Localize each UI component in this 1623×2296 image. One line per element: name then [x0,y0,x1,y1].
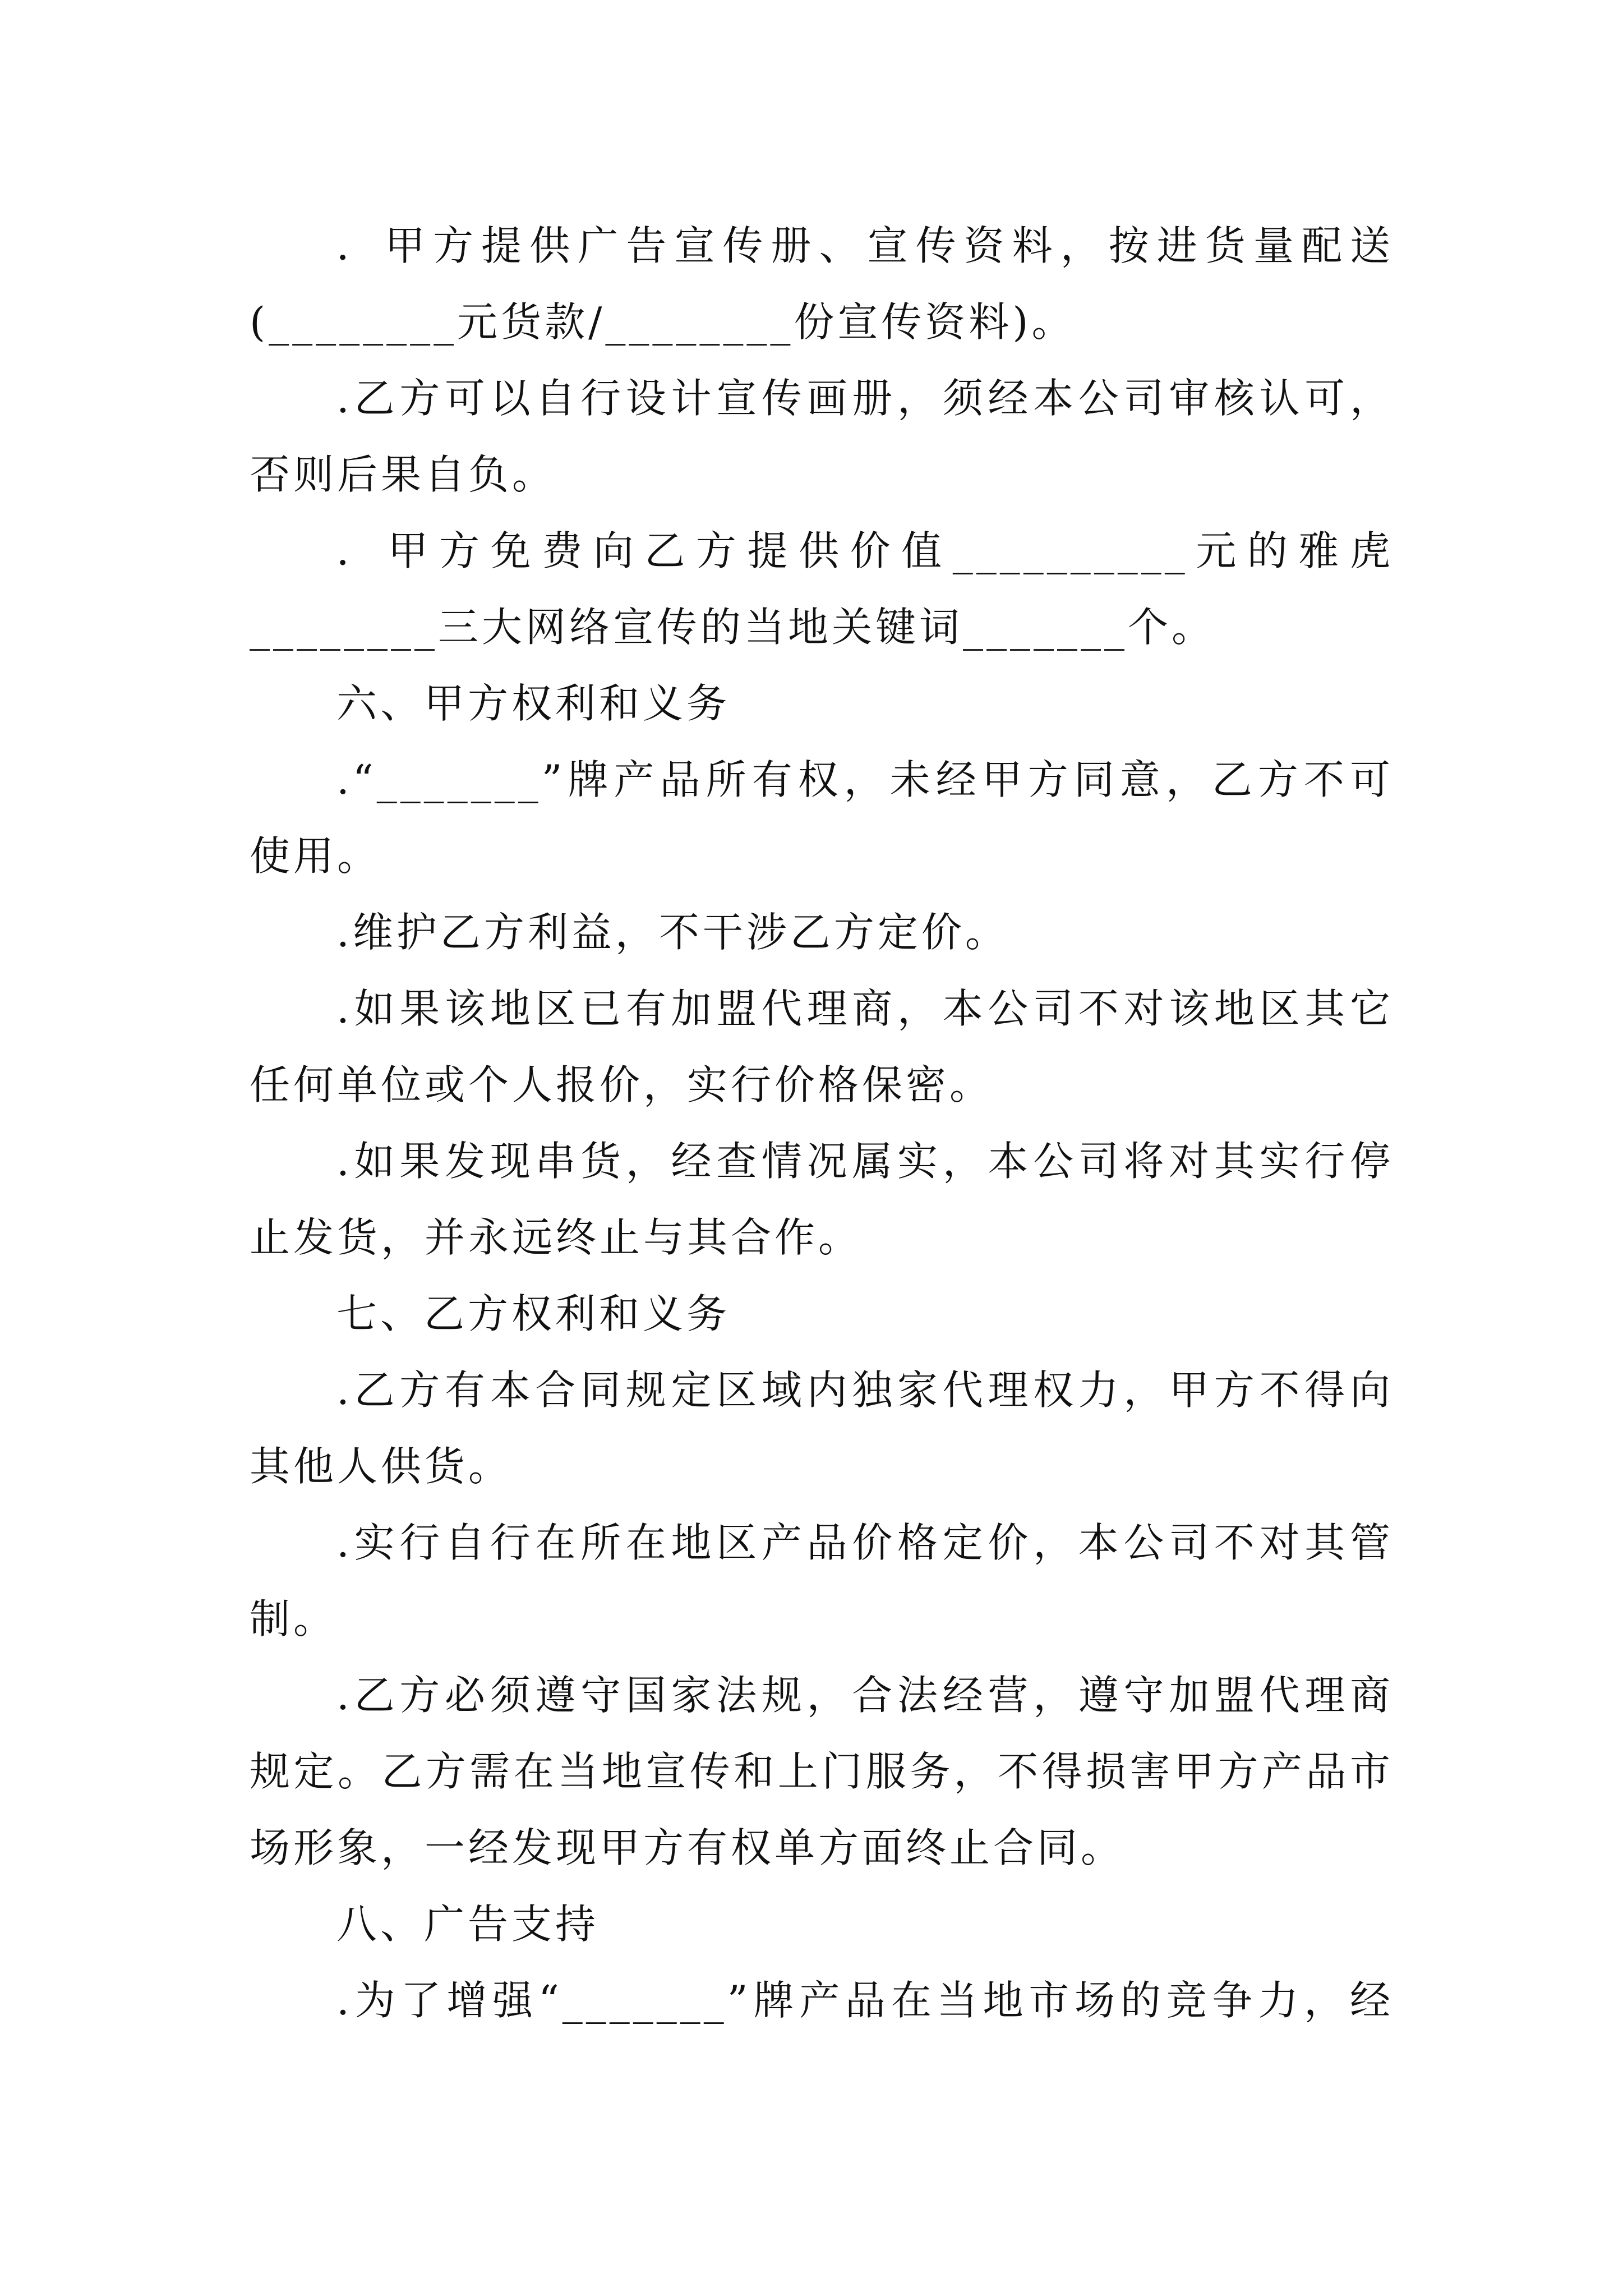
paragraph-line: .为了增强“_______”牌产品在当地市场的竞争力，经 [336,1977,1394,2024]
section-heading: 七、乙方权利和义务 [336,1290,731,1337]
paragraph-line: .如果该地区已有加盟代理商，本公司不对该地区其它 [336,985,1394,1032]
paragraph-line: 场形象，一经发现甲方有权单方面终止合同。 [250,1824,1125,1871]
paragraph-line: ________三大网络宣传的当地关键词_______个。 [250,604,1216,651]
paragraph-line: 其他人供货。 [250,1443,513,1490]
paragraph-line: .乙方必须遵守国家法规，合法经营，遵守加盟代理商 [336,1672,1394,1719]
paragraph-line: 使用。 [250,832,381,880]
paragraph-line: ．甲方免费向乙方提供价值__________元的雅虎 [336,527,1394,574]
paragraph-line: 否则后果自负。 [250,451,556,498]
section-heading: 八、广告支持 [336,1901,600,1948]
paragraph-line: 止发货，并永远终止与其合作。 [250,1214,863,1261]
paragraph-line: 制。 [250,1595,338,1642]
paragraph-line: ．甲方提供广告宣传册、宣传资料，按进货量配送 [336,222,1394,269]
paragraph-line: .实行自行在所在地区产品价格定价，本公司不对其管 [336,1519,1394,1566]
paragraph-line: .“_______”牌产品所有权，未经甲方同意，乙方不可 [336,756,1394,803]
paragraph-line: .乙方有本合同规定区域内独家代理权力，甲方不得向 [336,1366,1394,1414]
section-heading: 六、甲方权利和义务 [336,680,731,727]
paragraph-line: .乙方可以自行设计宣传画册，须经本公司审核认可， [336,375,1394,422]
paragraph-line: 规定。乙方需在当地宣传和上门服务，不得损害甲方产品市 [250,1748,1394,1795]
paragraph-line: 任何单位或个人报价，实行价格保密。 [250,1061,994,1108]
paragraph-line: .维护乙方利益，不干涉乙方定价。 [336,909,1009,956]
paragraph-line: .如果发现串货，经查情况属实，本公司将对其实行停 [336,1138,1394,1185]
paragraph-line: (________元货款/________份宣传资料)。 [250,298,1076,346]
